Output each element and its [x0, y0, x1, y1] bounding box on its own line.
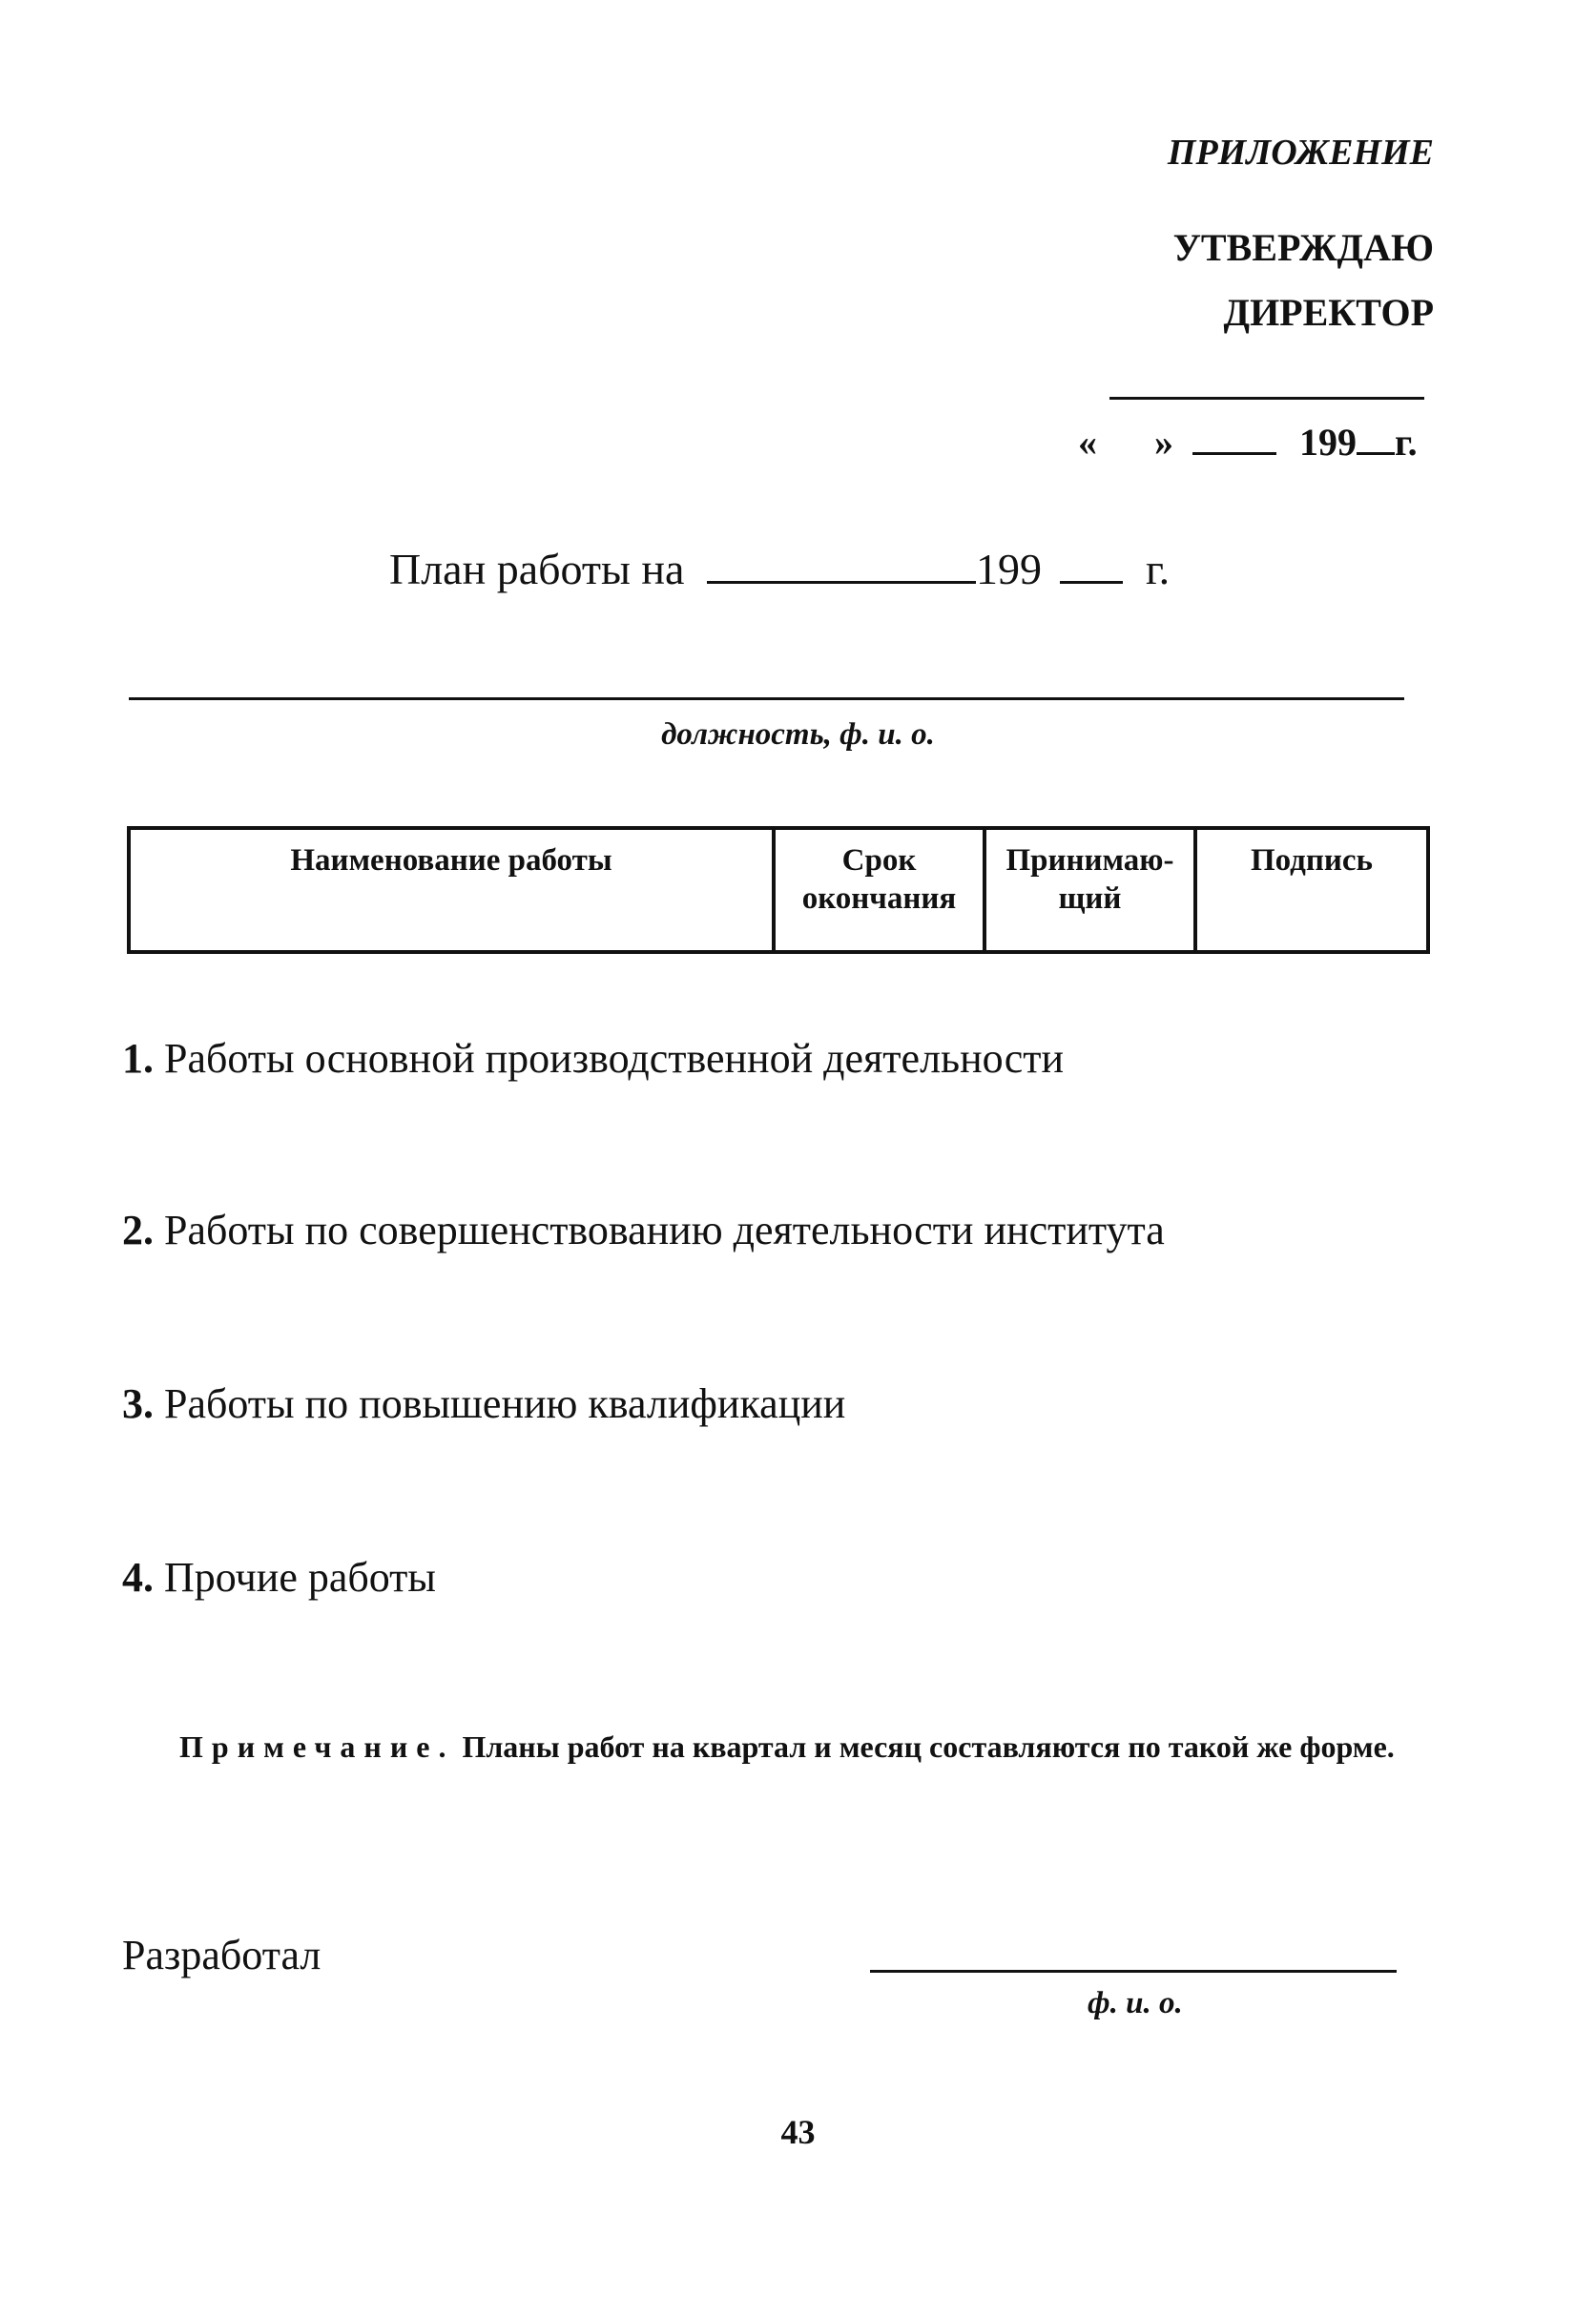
date-year-prefix: 199	[1299, 421, 1357, 464]
section-title: Работы по повышению квалификации	[164, 1380, 846, 1427]
note	[122, 1725, 1429, 1769]
section-number: 3.	[122, 1380, 154, 1427]
plan-table	[127, 826, 1430, 954]
person-line	[129, 697, 1404, 700]
approve-label: УТВЕРЖДАЮ	[1172, 226, 1434, 269]
date-month-blank	[1192, 420, 1276, 455]
date-open-quote: «	[1078, 421, 1097, 464]
column-header-deadline-text: Срок окончания	[801, 843, 957, 916]
director-label: ДИРЕКТОР	[1223, 291, 1434, 334]
director-signature-line	[1109, 397, 1424, 400]
section-title: Прочие работы	[164, 1554, 436, 1601]
developed-by-label: Разработал	[122, 1932, 321, 1978]
column-header-deadline	[774, 828, 985, 952]
section-title: Работы по совершенствованию деятельности института	[164, 1207, 1165, 1253]
section-2	[122, 1206, 1165, 1254]
section-4	[122, 1553, 436, 1602]
plan-title-prefix: План работы на	[389, 545, 685, 593]
plan-year-suffix: г.	[1145, 545, 1171, 593]
section-1	[122, 1034, 1064, 1083]
section-3	[122, 1379, 845, 1428]
date-close-quote: »	[1154, 421, 1173, 464]
note-label: Примечание.	[179, 1729, 455, 1764]
plan-year-blank	[1060, 549, 1123, 584]
developer-signature-line	[870, 1970, 1397, 1973]
date-year-suffix: г.	[1395, 421, 1418, 464]
column-header-receiver-text: Принимаю-щий	[1005, 843, 1174, 916]
table-header-row	[129, 828, 1428, 952]
plan-title	[389, 544, 1170, 594]
plan-period-blank	[707, 549, 976, 584]
column-header-work-name: Наименование работы	[129, 828, 774, 952]
column-header-receiver	[985, 828, 1195, 952]
section-number: 1.	[122, 1035, 154, 1082]
section-title: Работы основной производственной деятельности	[164, 1035, 1065, 1082]
person-caption: должность, ф. и. о.	[661, 717, 935, 752]
section-number: 4.	[122, 1554, 154, 1601]
column-header-signature: Подпись	[1195, 828, 1428, 952]
page-number: 43	[780, 2113, 816, 2151]
plan-year-prefix: 199	[975, 545, 1042, 593]
date-year-blank	[1357, 420, 1395, 455]
section-number: 2.	[122, 1207, 154, 1253]
approval-date	[1078, 420, 1418, 465]
note-text: Планы работ на квартал и месяц составляются по такой же форме.	[462, 1729, 1395, 1764]
appendix-label: ПРИЛОЖЕНИЕ	[1167, 133, 1434, 173]
developer-name-caption: ф. и. о.	[1088, 1986, 1183, 2020]
